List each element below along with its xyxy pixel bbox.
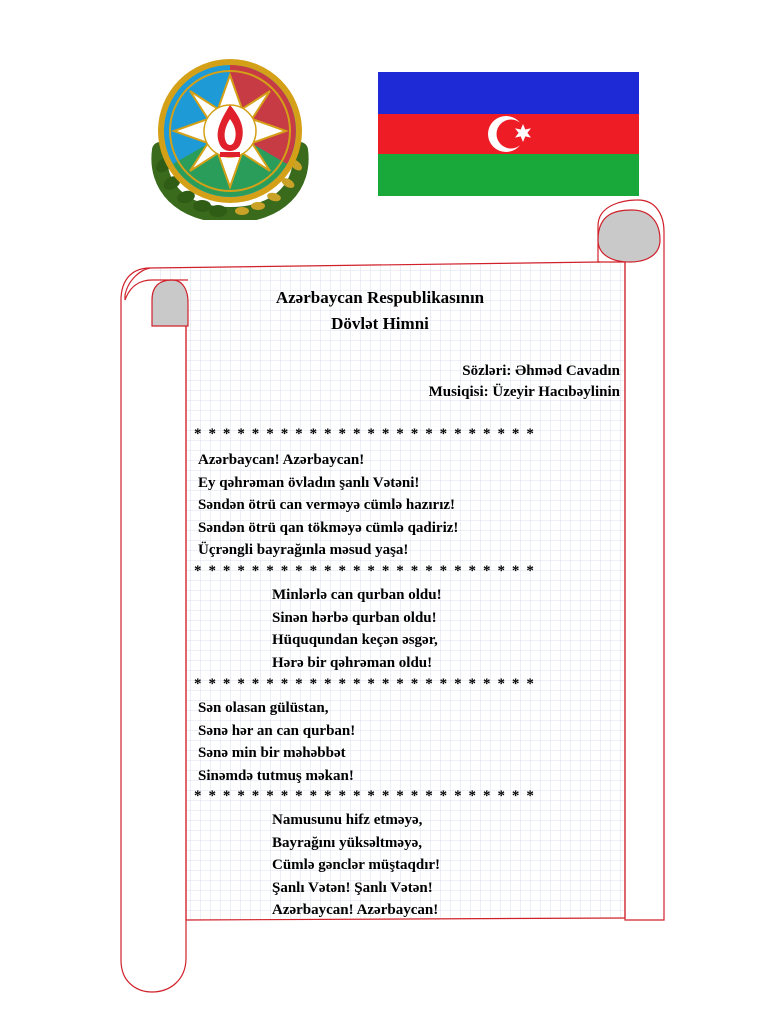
music-credit: Musiqisi: Üzeyir Hacıbəylinin: [428, 384, 620, 400]
stanza-1: [198, 449, 458, 562]
stanza-line: Sinən hərbə qurban oldu!: [272, 609, 437, 626]
title-line-2: Dövlət Himni: [331, 314, 429, 333]
title-line-1: Azərbaycan Respublikasının: [275, 288, 485, 307]
stanza-line: Ey qəhrəman övladın şanlı Vətəni!: [198, 474, 420, 491]
separator: * * * * * * * * * * * * * * * * * * * * * * * *: [194, 426, 536, 442]
stanza-line: Minlərlə can qurban oldu!: [272, 587, 442, 603]
stanza-line: Səndən ötrü can verməyə cümlə hazırız!: [198, 497, 456, 514]
separator: * * * * * * * * * * * * * * * * * * * * * * * *: [194, 788, 536, 804]
stanza-line: Azərbaycan! Azərbaycan!: [272, 902, 439, 919]
stanza-line: Azərbaycan! Azərbaycan!: [198, 452, 365, 468]
stanza-line: Sənə min bir məhəbbət: [198, 745, 346, 762]
stanza-2: [272, 584, 442, 674]
stanza-line: Sənə hər an can qurban!: [198, 722, 356, 739]
stanza-line: Sən olasan gülüstan,: [198, 700, 329, 716]
stanza-line: Hərə bir qəhrəman oldu!: [272, 654, 433, 671]
stanza-line: Səndən ötrü qan tökməyə cümlə qadiriz!: [198, 519, 459, 536]
stanza-4: [272, 809, 440, 922]
separator: * * * * * * * * * * * * * * * * * * * * * * * *: [194, 676, 536, 692]
stanza-line: Cümlə gənclər müştaqdır!: [272, 857, 441, 874]
stanza-3: [198, 697, 355, 787]
separator: * * * * * * * * * * * * * * * * * * * * * * * *: [194, 563, 536, 579]
stanza-line: Bayrağını yüksəltməyə,: [272, 834, 422, 851]
stanza-line: Şanlı Vətən! Şanlı Vətən!: [272, 879, 433, 896]
stanza-line: Üçrəngli bayrağınla məsud yaşa!: [198, 542, 409, 559]
lyrics-credit: Sözləri: Əhməd Cavadın: [462, 363, 620, 379]
stanza-line: Namusunu hifz etməyə,: [272, 812, 423, 828]
stanza-line: Hüququndan keçən əsgər,: [272, 632, 438, 649]
stanza-line: Sinəmdə tutmuş məkan!: [198, 767, 354, 784]
